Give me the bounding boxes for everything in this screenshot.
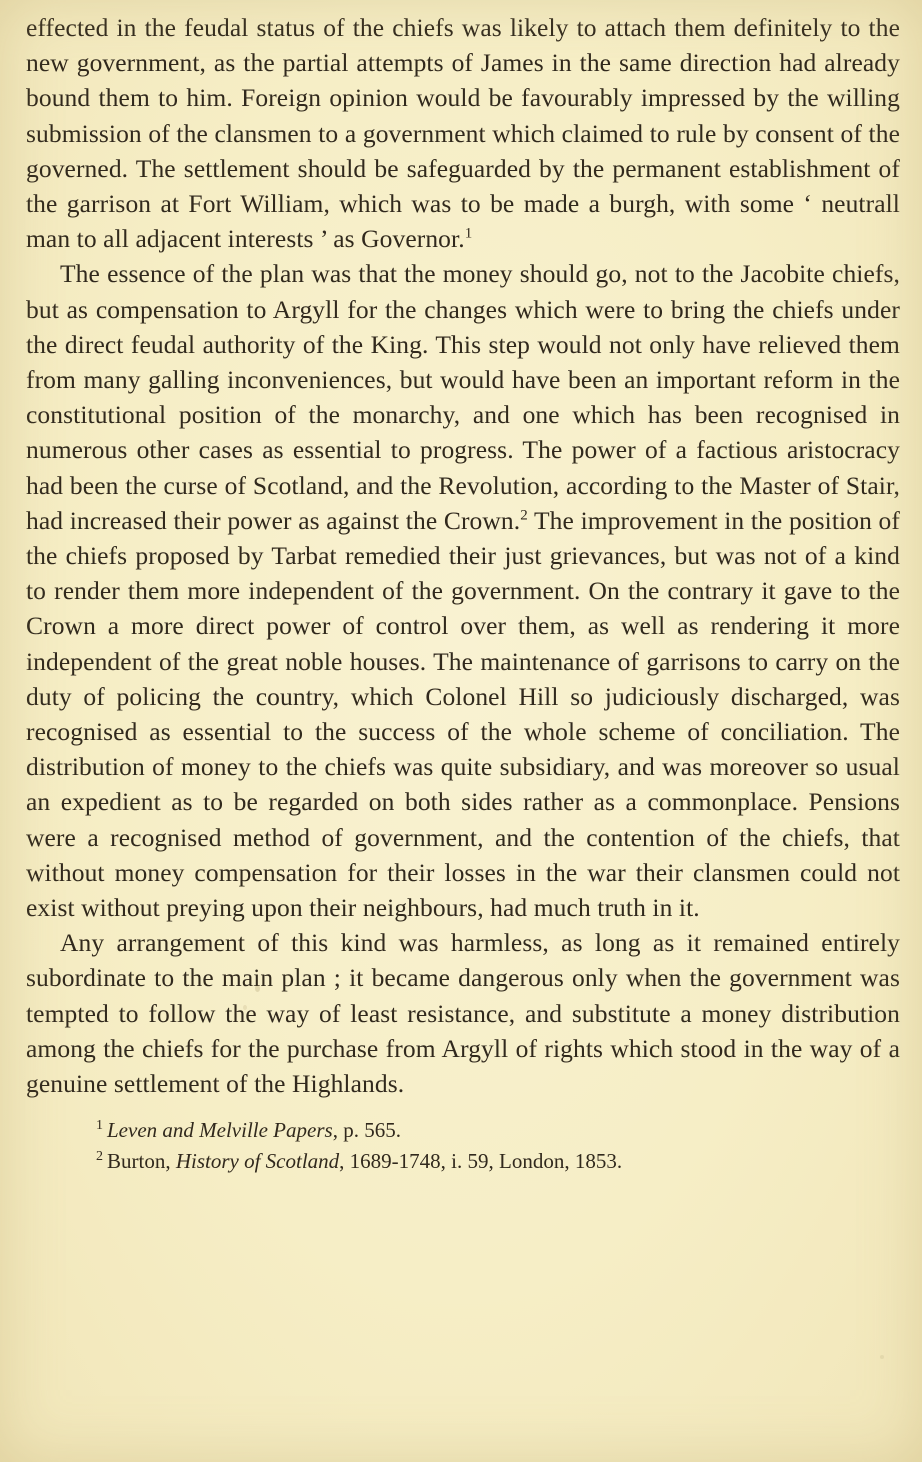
page-body: [26, 10, 900, 1101]
footnote-2-rest: , 1689-1748, i. 59, London, 1853.: [339, 1149, 623, 1174]
footnote-2-mark: 2: [96, 1149, 103, 1165]
footnote-1-rest: , p. 565.: [332, 1118, 401, 1143]
footnote-1-mark: 1: [96, 1118, 103, 1134]
footnote-2-title: History of Scotland: [175, 1149, 340, 1174]
footnote-1: [96, 1115, 900, 1146]
paragraph-2-text-b: The improvement in the position of the chiefs proposed by Tarbat remedied their just grievances, but was not of a kind to render them more independent of the government. On the contrary it gave to the Crown a more direct power of control over them, as well as rendering it more independent of the great noble houses. The maintenance of garrisons to carry on the duty of policing the country, which Colonel Hill so judiciously discharged, was recognised as essential to the success of the whole scheme of conciliation. The distribution of money to the chiefs was quite subsidiary, and was moreover so usual an expedient as to be regarded on both sides rather as a commonplace. Pensions were a recognised method of government, and the contention of the chiefs, that without money compensation for their losses in the war their clansmen could not exist without preying upon their neighbours, had much truth in it.: [26, 505, 900, 923]
footnote-ref-2: 2: [520, 507, 528, 524]
footnote-1-title: Leven and Melville Papers: [107, 1118, 333, 1143]
paragraph-3-text: Any arrangement of this kind was harmless, as long as it remained entirely subordinate to the main plan ; it became dangerous only when the government was tempted to follow the way of least resistance, and substitute a money distribution among the chiefs for the purchase from Argyll of rights which stood in the way of a genuine settlement of the Highlands.: [26, 928, 900, 1099]
paragraph-3: [26, 925, 900, 1101]
footnote-2-prefix: Burton,: [107, 1149, 176, 1174]
footnote-ref-1: 1: [464, 225, 473, 242]
paragraph-2-text-a: The essence of the plan was that the money should go, not to the Jacobite chiefs, but as compensation to Argyll for the changes which were to bring the chiefs under the direct feudal authority of the King. This step would not only have relieved them from many galling inconveniences, but would have been an important reform in the constitutional position of the monarchy, and one which has been recognised in numerous other cases as essential to progress. The power of a factious aristocracy had been the curse of Scotland, and the Revolution, according to the Master of Stair, had increased their power as against the Crown.: [26, 259, 900, 535]
footnotes-section: [26, 1115, 900, 1177]
paper-speck: [880, 1355, 884, 1359]
paragraph-2: [26, 256, 900, 925]
paragraph-1-text: effected in the feudal status of the chiefs was likely to attach them definitely to the new government, as the partial attempts of James in the same direction had already bound them to him. Foreign opinion would be favourably impressed by the willing submission of the clansmen to a government which claimed to rule by consent of the governed. The settlement should be safeguarded by the permanent establishment of the garrison at Fort William, which was to be made a burgh, with some ‘ neutrall man to all adjacent interests ’ as Governor.: [26, 13, 900, 254]
paragraph-1: [26, 10, 900, 256]
footnote-2: [96, 1146, 900, 1177]
